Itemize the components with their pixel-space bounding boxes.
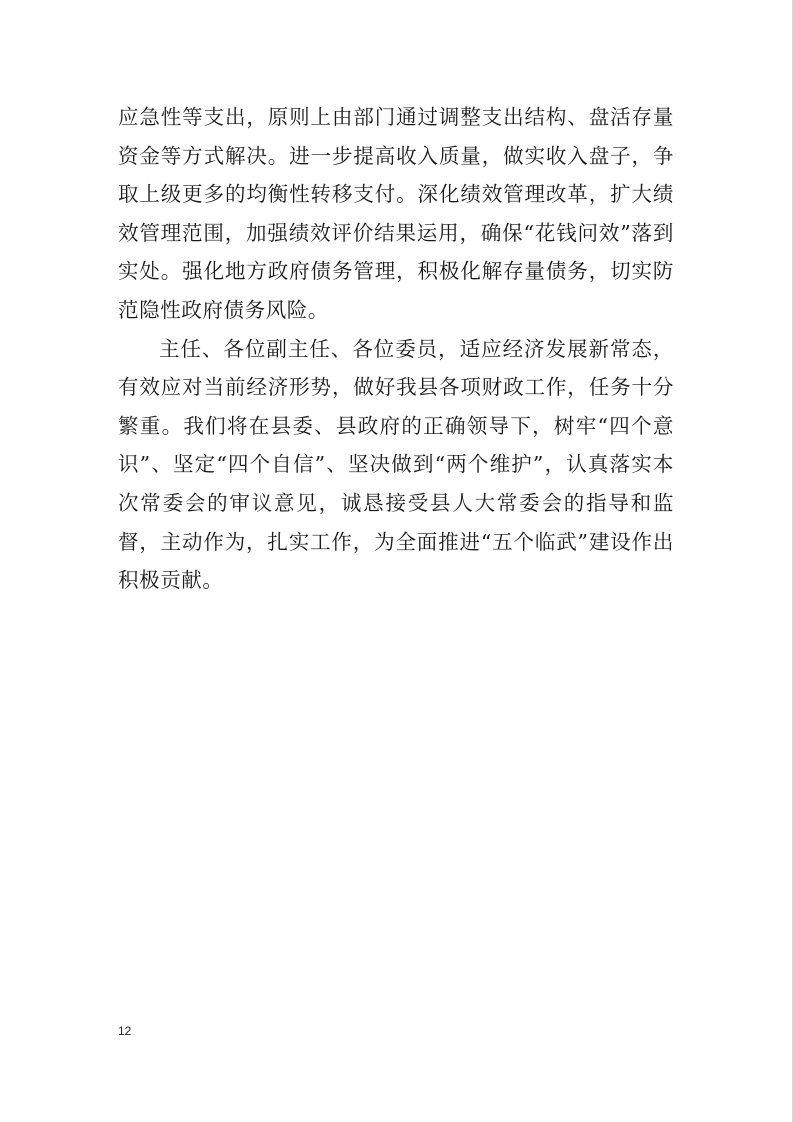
page-number: 12	[118, 1024, 132, 1038]
document-body	[118, 98, 674, 600]
paragraph-closing: 主任、各位副主任、各位委员，适应经济发展新常态，有效应对当前经济形势，做好我县各项财政工作，任务十分繁重。我们将在县委、县政府的正确领导下，树牢“四个意识”、坚定“四个自信”、坚决做到“两个维护”，认真落实本次常委会的审议意见，诚恳接受县人大常委会的指导和监督，主动作为，扎实工作，为全面推进“五个临武”建设作出积极贡献。	[118, 336, 674, 593]
paragraph-continuation: 应急性等支出，原则上由部门通过调整支出结构、盘活存量资金等方式解决。进一步提高收入质量，做实收入盘子，争取上级更多的均衡性转移支付。深化绩效管理改革，扩大绩效管理范围，加强绩效评价结果运用，确保“花钱问效”落到实处。强化地方政府债务管理，积极化解存量债务，切实防范隐性政府债务风险。	[118, 105, 674, 322]
